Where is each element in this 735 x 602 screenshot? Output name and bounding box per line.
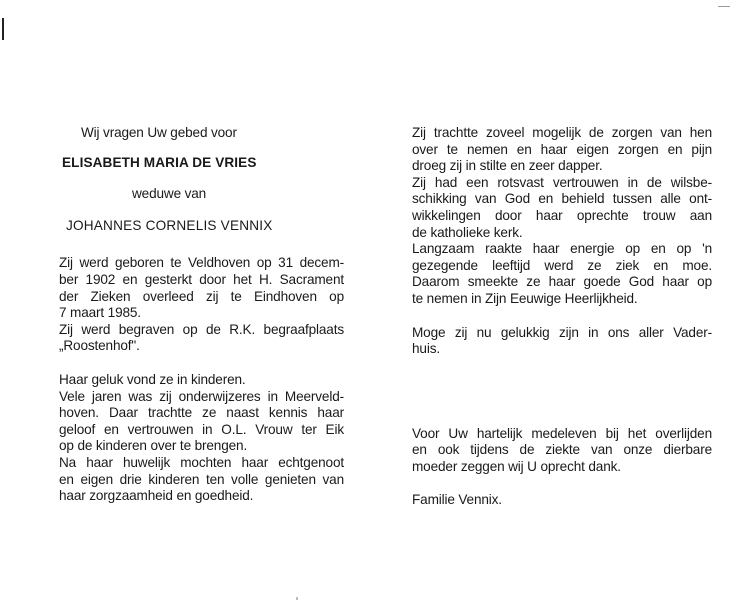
text-line: ber 1902 en gesterkt door het H. Sacrament: [59, 271, 344, 287]
text-line: haar zorgzaamheid en goedheid.: [59, 488, 254, 504]
scan-speck: [296, 597, 298, 600]
text-line: 7 maart 1985.: [59, 305, 141, 321]
text-line: te nemen in Zijn Eeuwige Heerlijkheid.: [412, 290, 638, 306]
text-line: Zij werd geboren te Veldhoven op 31 decem-: [59, 255, 344, 271]
scan-edge-mark-top: [718, 6, 730, 7]
text-line: gezegende leeftijd werd ze ziek en moe.: [412, 257, 712, 273]
prayer-request: Wij vragen Uw gebed voor: [81, 125, 237, 140]
text-line: de katholieke kerk.: [412, 224, 523, 240]
family-signature: Familie Vennix.: [412, 491, 502, 507]
text-line: geloof en vertrouwen in O.L. Vrouw ter Eik: [59, 421, 344, 437]
text-line: Vele jaren was zij onderwijzeres in Meerveld-: [59, 388, 344, 404]
text-line: en eigen drie kinderen ten volle genieten van: [59, 471, 344, 487]
right-column: [412, 125, 712, 508]
text-line: schikking van God en behield tussen alle ont-: [412, 191, 712, 207]
text-line: der Zieken overleed zij te Eindhoven op: [59, 288, 344, 304]
text-line: Moge zij nu gelukkig zijn in ons aller Vader-: [412, 324, 712, 340]
text-line: Haar geluk vond ze in kinderen.: [59, 371, 246, 387]
birth-death-paragraph: [59, 255, 344, 355]
text-line: Zij trachtte zoveel mogelijk de zorgen van hen: [412, 125, 712, 140]
left-column: [59, 125, 344, 505]
text-line: Voor Uw hartelijk medeleven bij het overlijden: [412, 425, 712, 441]
text-line: Zij had een rotsvast vertrouwen in de wilsbe-: [412, 174, 712, 190]
scan-edge-mark: [2, 18, 4, 40]
text-line: en ook tijdens de ziekte van onze dierbare: [412, 442, 712, 458]
text-line: droeg zij in stilte en zeer dapper.: [412, 158, 603, 174]
thanks-paragraph: [412, 426, 712, 476]
text-line: wikkelingen door haar oprechte trouw aan: [412, 207, 712, 223]
text-line: Daarom smeekte ze haar goede God haar op: [412, 274, 712, 290]
widow-of-label: weduwe van: [132, 186, 207, 202]
text-line: „Roostenhof".: [59, 338, 140, 354]
character-paragraph: [412, 125, 712, 308]
deceased-name: ELISABETH MARIA DE VRIES: [62, 154, 257, 170]
text-line: Langzaam raakte haar energie op en op 'n: [412, 241, 712, 257]
text-line: moeder zeggen wij U oprecht dank.: [412, 458, 621, 474]
text-line: Zij werd begraven op de R.K. begraafplaats: [59, 321, 344, 337]
text-line: hoven. Daar trachtte ze naast kennis haar: [59, 405, 344, 421]
text-line: huis.: [412, 341, 440, 357]
husband-name: JOHANNES CORNELIS VENNIX: [66, 217, 273, 233]
life-paragraph: [59, 372, 344, 505]
prayer-paragraph: [412, 325, 712, 358]
text-line: over te nemen en haar eigen zorgen en pijn: [412, 141, 712, 157]
text-line: Na haar huwelijk mochten haar echtgenoot: [59, 454, 344, 470]
text-line: op de kinderen over te brengen.: [59, 438, 248, 454]
